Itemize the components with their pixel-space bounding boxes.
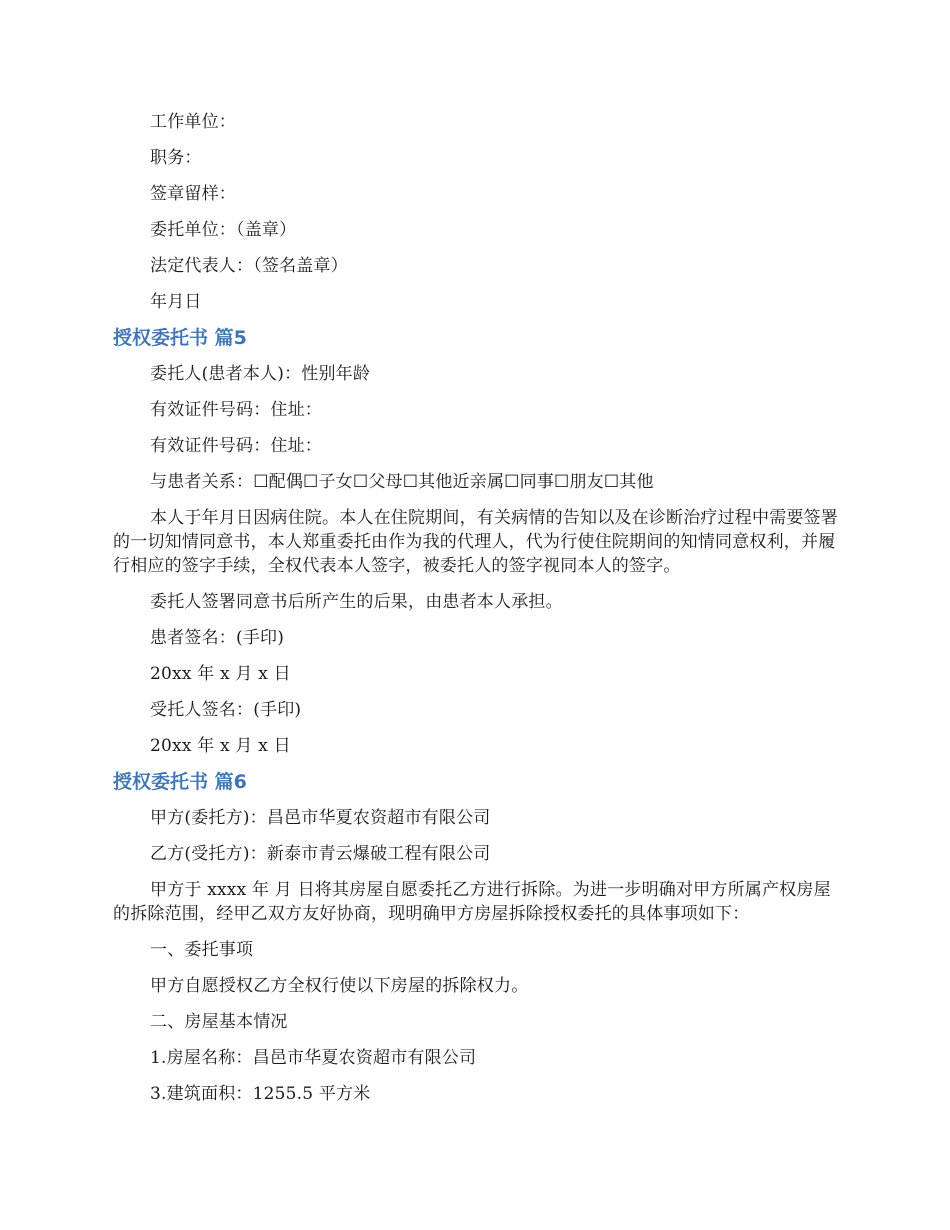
section-5-heading: 授权委托书 篇5 [113, 327, 247, 349]
building-area-line: 3.建筑面积：1255.5 平方米 [150, 1084, 371, 1104]
section-6-heading: 授权委托书 篇6 [113, 771, 247, 793]
patient-date-line: 20xx 年 x 月 x 日 [150, 664, 291, 684]
relationship-line: 与患者关系：☐配偶☐子女☐父母☐其他近亲属☐同事☐朋友☐其他 [150, 472, 654, 492]
work-unit-line: 工作单位： [150, 112, 236, 132]
party-a-line: 甲方(委托方)：昌邑市华夏农资超市有限公司 [150, 808, 491, 828]
authorization-paragraph: 本人于年月日因病住院。本人在住院期间，有关病情的告知以及在诊断治疗过程中需要签署的一切知情同意书，本人郑重委托由作为我的代理人，代为行使住院期间的知情同意权利，并履行相应的签字手续，全权代表本人签字，被委托人的签字视同本人的签字。 [113, 508, 838, 576]
signature-sample-line: 签章留样： [150, 184, 236, 204]
party-b-line: 乙方(受托方)：新泰市青云爆破工程有限公司 [150, 844, 491, 864]
date-line: 年月日 [150, 292, 202, 312]
demolition-paragraph: 甲方于 xxxx 年 月 日将其房屋自愿委托乙方进行拆除。为进一步明确对甲方所属产权房屋的拆除范围，经甲乙双方友好协商，现明确甲方房屋拆除授权委托的具体事项如下： [113, 880, 831, 924]
principal-line: 委托人(患者本人)：性别年龄 [150, 364, 371, 384]
entrusting-unit-line: 委托单位：（盖章） [150, 220, 297, 240]
clause-1-text: 甲方自愿授权乙方全权行使以下房屋的拆除权力。 [150, 976, 529, 996]
id-number-line-2: 有效证件号码：住址： [150, 436, 322, 456]
agent-signature-line: 受托人签名：(手印) [150, 700, 302, 720]
patient-signature-line: 患者签名：(手印) [150, 628, 285, 648]
house-name-line: 1.房屋名称：昌邑市华夏农资超市有限公司 [150, 1048, 477, 1068]
id-number-line-1: 有效证件号码：住址： [150, 400, 322, 420]
document-body [113, 110, 838, 1118]
legal-representative-line: 法定代表人：（签名盖章） [150, 256, 348, 276]
clause-2-heading: 二、房屋基本情况 [150, 1012, 288, 1032]
agent-date-line: 20xx 年 x 月 x 日 [150, 736, 291, 756]
clause-1-heading: 一、委托事项 [150, 940, 254, 960]
consequence-line: 委托人签署同意书后所产生的后果，由患者本人承担。 [150, 592, 563, 612]
position-line: 职务： [150, 148, 202, 168]
